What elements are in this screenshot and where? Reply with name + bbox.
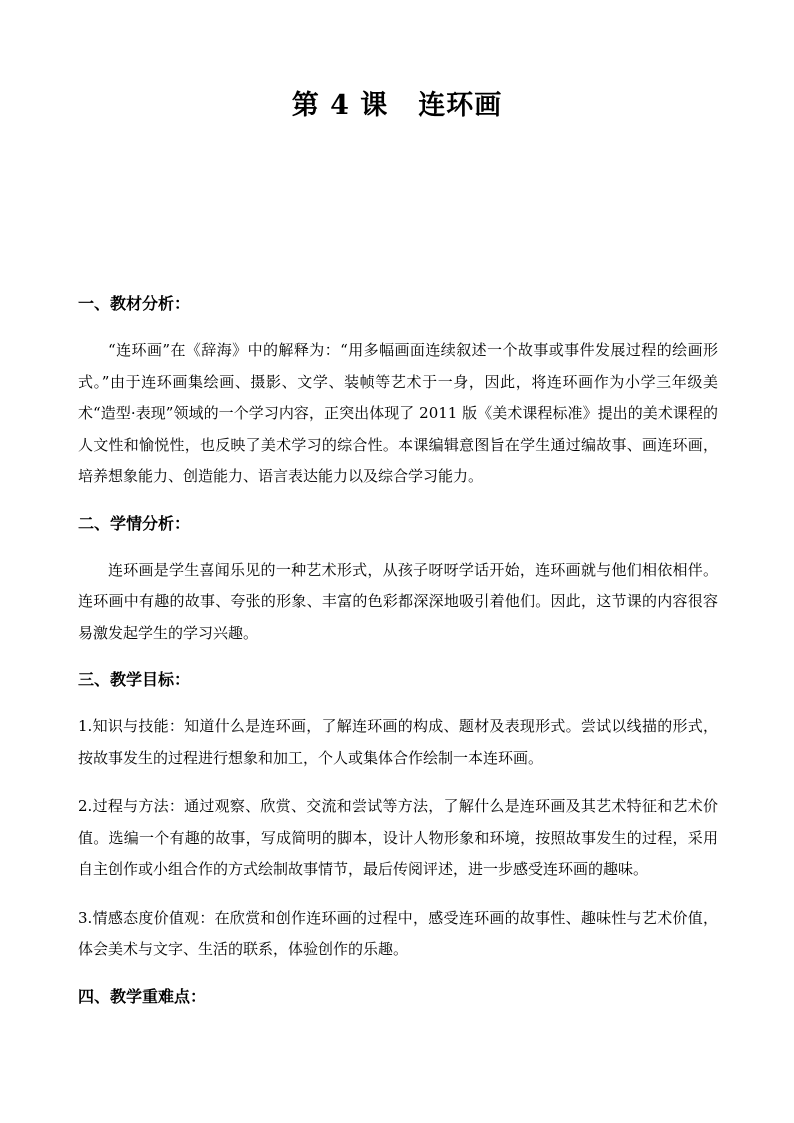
section-teaching-goals	[78, 666, 718, 966]
section-heading: 一、教材分析：	[78, 294, 191, 313]
section-student-analysis	[78, 510, 718, 650]
page-title	[0, 86, 794, 126]
title-lesson-number: 第 4 课	[291, 90, 389, 121]
paragraph: “连环画”在《辞海》中的解释为：“用多幅画面连续叙述一个故事或事件发展过程的绘画形式。”由于连环画集绘画、摄影、文学、装帧等艺术于一身，因此，将连环画作为小学三年级美术“造型·表现”领域的一个学习内容，正突出体现了 2011 版《美术课程标准》提出的美术课程的人文性和愉悦性，也反映了美术学习的综合性。本课编辑意图旨在学生通过编故事、画连环画，培养想象能力、创造能力、语言表达能力以及综合学习能力。	[78, 341, 718, 485]
section-heading: 二、学情分析：	[78, 513, 191, 533]
paragraph: 连环画是学生喜闻乐见的一种艺术形式，从孩子呀呀学话开始，连环画就与他们相依相伴。连环画中有趣的故事、夸张的形象、丰富的色彩都深深地吸引着他们。因此，这节课的内容很容易激发起学生的学习兴趣。	[78, 560, 718, 642]
title-topic: 连环画	[418, 90, 503, 121]
section-key-difficulties	[78, 983, 718, 1011]
section-heading: 三、教学目标：	[78, 670, 191, 689]
goal-knowledge-skills: 1.知识与技能：知道什么是连环画，了解连环画的构成、题材及表现形式。尝试以线描的形式，按故事发生的过程进行想象和加工，个人或集体合作绘制一本连环画。	[78, 717, 718, 767]
goal-emotional-values: 3.情感态度价值观：在欣赏和创作连环画的过程中，感受连环画的故事性、趣味性与艺术价值，体会美术与文字、生活的联系，体验创作的乐趣。	[78, 908, 718, 958]
document-body	[78, 290, 718, 1028]
section-material-analysis	[78, 290, 718, 493]
goal-process-methods: 2.过程与方法：通过观察、欣赏、交流和尝试等方法，了解什么是连环画及其艺术特征和艺术价值。选编一个有趣的故事，写成简明的脚本，设计人物形象和环境，按照故事发生的过程，采用自主创作或小组合作的方式绘制故事情节，最后传阅评述，进一步感受连环画的趣味。	[78, 797, 718, 878]
section-heading: 四、教学重难点：	[78, 986, 207, 1006]
